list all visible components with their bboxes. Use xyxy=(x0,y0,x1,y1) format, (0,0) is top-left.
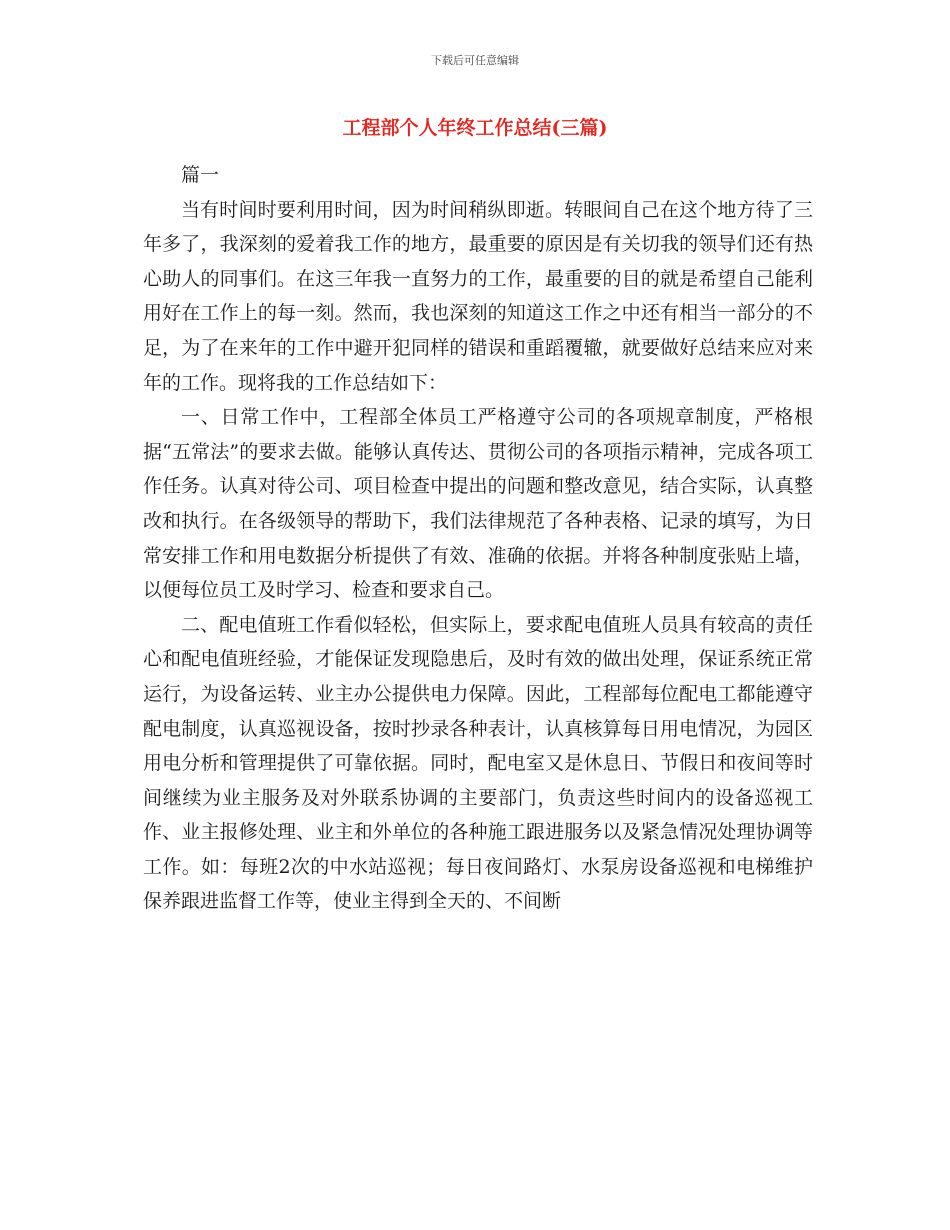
header-note: 下载后可任意编辑 xyxy=(431,54,519,67)
paragraph-intro: 当有时间时要利用时间，因为时间稍纵即逝。转眼间自己在这个地方待了三年多了，我深刻的爱着我工作的地方，最重要的原因是有关切我的领导们还有热心助人的同事们。在这三年我一直努力的工作，最重要的目的就是希望自己能利用好在工作上的每一刻。然而，我也深刻的知道这工作之中还有相当一部分的不足，为了在来年的工作中避开犯同样的错误和重蹈覆辙，就要做好总结来应对来年的工作。现将我的工作总结如下： xyxy=(143,198,813,394)
section-label: 篇一 xyxy=(181,164,220,186)
document-title: 工程部个人年终工作总结(三篇) xyxy=(342,117,608,139)
document-body xyxy=(143,158,813,919)
paragraph-daily-work: 一、日常工作中，工程部全体员工严格遵守公司的各项规章制度，严格根据“五常法”的要求去做。能够认真传达、贯彻公司的各项指示精神，完成各项工作任务。认真对待公司、项目检查中提出的问题和整改意见，结合实际，认真整改和执行。在各级领导的帮助下，我们法律规范了各种表格、记录的填写，为日常安排工作和用电数据分析提供了有效、准确的依据。并将各种制度张贴上墙，以便每位员工及时学习、检查和要求自己。 xyxy=(143,406,813,602)
paragraph-power-duty: 二、配电值班工作看似轻松，但实际上，要求配电值班人员具有较高的责任心和配电值班经验，才能保证发现隐患后，及时有效的做出处理，保证系统正常运行，为设备运转、业主办公提供电力保障。因此，工程部每位配电工都能遵守配电制度，认真巡视设备，按时抄录各种表计，认真核算每日用电情况，为园区用电分析和管理提供了可靠依据。同时，配电室又是休息日、节假日和夜间等时间继续为业主服务及对外联系协调的主要部门，负责这些时间内的设备巡视工作、业主报修处理、业主和外单位的各种施工跟进服务以及紧急情况处理协调等工作。如：每班2次的中水站巡视；每日夜间路灯、水泵房设备巡视和电梯维护保养跟进监督工作等，使业主得到全天的、不间断 xyxy=(143,613,813,913)
